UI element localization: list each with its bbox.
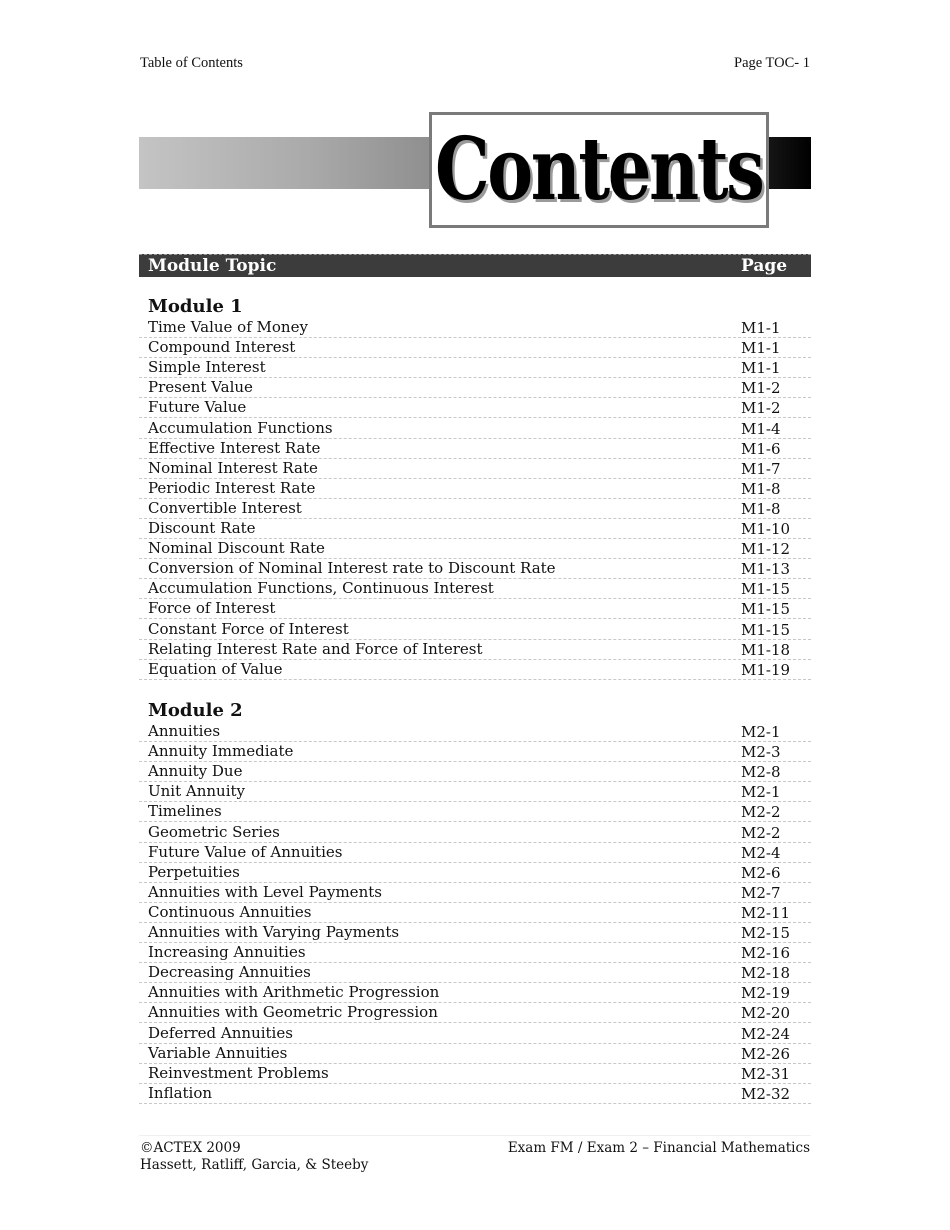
toc-entry (139, 903, 811, 923)
toc-entry-topic: Annuities with Level Payments (148, 882, 382, 901)
toc-entry (139, 499, 811, 519)
toc-entry-page: M1-1 (741, 339, 781, 358)
toc-entry (139, 318, 811, 338)
toc-entry (139, 338, 811, 358)
toc-entry-page: M1-19 (741, 660, 791, 679)
footer-authors: Hassett, Ratliff, Garcia, & Steeby (140, 1157, 369, 1173)
toc-entry-page: M1-4 (741, 419, 781, 438)
toc-entry-page: M2-15 (741, 924, 791, 943)
toc-entry-topic: Force of Interest (148, 599, 276, 618)
toc-entry-topic: Constant Force of Interest (148, 619, 349, 638)
toc-entry-topic: Annuities with Geometric Progression (148, 1003, 438, 1022)
toc-entry-topic: Perpetuities (148, 862, 240, 881)
module-1-section (139, 295, 811, 680)
toc-entry-topic: Deferred Annuities (148, 1023, 293, 1042)
toc-entry-page: M1-15 (741, 600, 791, 619)
toc-entry (139, 782, 811, 802)
toc-entry (139, 963, 811, 983)
toc-entry-topic: Compound Interest (148, 338, 296, 357)
toc-column-header (139, 254, 811, 277)
toc-entry-topic: Accumulation Functions (148, 418, 333, 437)
toc-entry-topic: Variable Annuities (148, 1043, 288, 1062)
toc-entry-page: M1-8 (741, 479, 781, 498)
footer-divider (139, 1135, 811, 1136)
toc-entry-page: M2-2 (741, 823, 781, 842)
toc-entry (139, 579, 811, 599)
toc-entry-page: M1-2 (741, 379, 781, 398)
toc-entry (139, 802, 811, 822)
toc-entry-topic: Accumulation Functions, Continuous Interest (148, 579, 494, 598)
toc-entry-page: M2-11 (741, 903, 791, 922)
contents-banner (139, 112, 811, 234)
toc-entry-topic: Geometric Series (148, 822, 280, 841)
toc-entry-page: M2-26 (741, 1044, 791, 1063)
module-title: Module 2 (148, 700, 243, 721)
toc-entry (139, 559, 811, 579)
toc-entry-topic: Relating Interest Rate and Force of Interest (148, 639, 483, 658)
toc-entry (139, 378, 811, 398)
toc-entry-page: M1-1 (741, 319, 781, 338)
toc-entry-topic: Continuous Annuities (148, 902, 312, 921)
footer-left (140, 1140, 368, 1174)
toc-entry-page: M2-16 (741, 944, 791, 963)
toc-entry-page: M2-20 (741, 1004, 791, 1023)
toc-entry (139, 418, 811, 438)
toc-entry-topic: Reinvestment Problems (148, 1063, 329, 1082)
toc-entry-topic: Annuity Due (148, 762, 243, 781)
toc-entry-topic: Future Value (148, 398, 247, 417)
toc-entry (139, 539, 811, 559)
toc-entry-topic: Periodic Interest Rate (148, 478, 316, 497)
toc-entry (139, 1064, 811, 1084)
module-entry-list (139, 722, 811, 1104)
toc-entry (139, 843, 811, 863)
toc-entry-topic: Nominal Interest Rate (148, 458, 318, 477)
toc-entry-topic: Nominal Discount Rate (148, 539, 325, 558)
toc-entry-topic: Annuities (148, 722, 221, 741)
toc-entry (139, 358, 811, 378)
toc-entry (139, 742, 811, 762)
toc-entry-topic: Discount Rate (148, 519, 256, 538)
toc-entry (139, 863, 811, 883)
toc-entry-topic: Convertible Interest (148, 498, 302, 517)
toc-entry-page: M1-12 (741, 540, 791, 559)
toc-entry (139, 923, 811, 943)
toc-entry (139, 822, 811, 842)
toc-entry (139, 398, 811, 418)
banner-title: Contents (435, 119, 763, 220)
toc-entry (139, 640, 811, 660)
footer-exam-title: Exam FM / Exam 2 – Financial Mathematics (507, 1140, 810, 1156)
toc-entry-topic: Decreasing Annuities (148, 963, 311, 982)
toc-entry (139, 459, 811, 479)
toc-entry (139, 1003, 811, 1023)
toc-entry (139, 479, 811, 499)
toc-entry (139, 599, 811, 619)
toc-entry-page: M2-24 (741, 1024, 791, 1043)
toc-entry-topic: Present Value (148, 378, 253, 397)
toc-entry-page: M2-7 (741, 883, 781, 902)
toc-entry-topic: Conversion of Nominal Interest rate to Discount Rate (148, 559, 556, 578)
toc-entry-topic: Unit Annuity (148, 782, 246, 801)
toc-entry-page: M2-1 (741, 723, 781, 742)
toc-entry-topic: Simple Interest (148, 358, 266, 377)
toc-entry-page: M2-6 (741, 863, 781, 882)
toc-entry-page: M1-2 (741, 399, 781, 418)
toc-entry (139, 722, 811, 742)
toc-entry-page: M1-18 (741, 640, 791, 659)
toc-entry-page: M2-8 (741, 763, 781, 782)
toc-entry-page: M1-15 (741, 620, 791, 639)
toc-entry (139, 1084, 811, 1104)
toc-entry (139, 660, 811, 680)
toc-entry (139, 519, 811, 539)
toc-entry-topic: Timelines (148, 802, 222, 821)
toc-entry-topic: Time Value of Money (148, 318, 308, 337)
toc-entry-topic: Inflation (148, 1083, 213, 1102)
toc-entry-page: M2-32 (741, 1084, 791, 1103)
toc-entry-topic: Annuity Immediate (148, 742, 294, 761)
toc-entry-page: M1-15 (741, 580, 791, 599)
toc-entry-page: M2-4 (741, 843, 781, 862)
column-header-page: Page (741, 256, 788, 276)
banner-title-box (429, 112, 769, 228)
module-entry-list (139, 318, 811, 680)
toc-entry-page: M2-2 (741, 803, 781, 822)
toc-entry-page: M2-19 (741, 984, 791, 1003)
toc-entry (139, 439, 811, 459)
page-header (140, 55, 810, 75)
footer-copyright: ©ACTEX 2009 (140, 1140, 241, 1156)
toc-entry-page: M2-31 (741, 1064, 791, 1083)
toc-entry-page: M2-18 (741, 964, 791, 983)
toc-entry-page: M1-8 (741, 499, 781, 518)
toc-entry-topic: Annuities with Arithmetic Progression (148, 983, 440, 1002)
toc-entry-page: M1-10 (741, 520, 791, 539)
toc-entry (139, 619, 811, 639)
toc-entry-page: M2-3 (741, 743, 781, 762)
toc-entry-page: M2-1 (741, 783, 781, 802)
toc-entry-page: M1-1 (741, 359, 781, 378)
toc-entry (139, 883, 811, 903)
module-title: Module 1 (148, 296, 243, 317)
toc-entry-page: M1-6 (741, 439, 781, 458)
toc-entry (139, 983, 811, 1003)
toc-entry (139, 762, 811, 782)
toc-entry-topic: Future Value of Annuities (148, 842, 343, 861)
toc-entry-topic: Equation of Value (148, 659, 283, 678)
toc-entry-page: M1-7 (741, 459, 781, 478)
toc-entry (139, 1023, 811, 1043)
toc-entry-topic: Increasing Annuities (148, 943, 306, 962)
column-header-topic: Module Topic (148, 256, 277, 276)
header-section-title: Table of Contents (140, 55, 243, 71)
toc-entry (139, 943, 811, 963)
toc-entry (139, 1044, 811, 1064)
toc-entry-topic: Annuities with Varying Payments (148, 923, 400, 942)
header-page-number: Page TOC- 1 (734, 55, 810, 71)
module-2-section (139, 699, 811, 1104)
toc-entry-page: M1-13 (741, 560, 791, 579)
toc-entry-topic: Effective Interest Rate (148, 438, 321, 457)
